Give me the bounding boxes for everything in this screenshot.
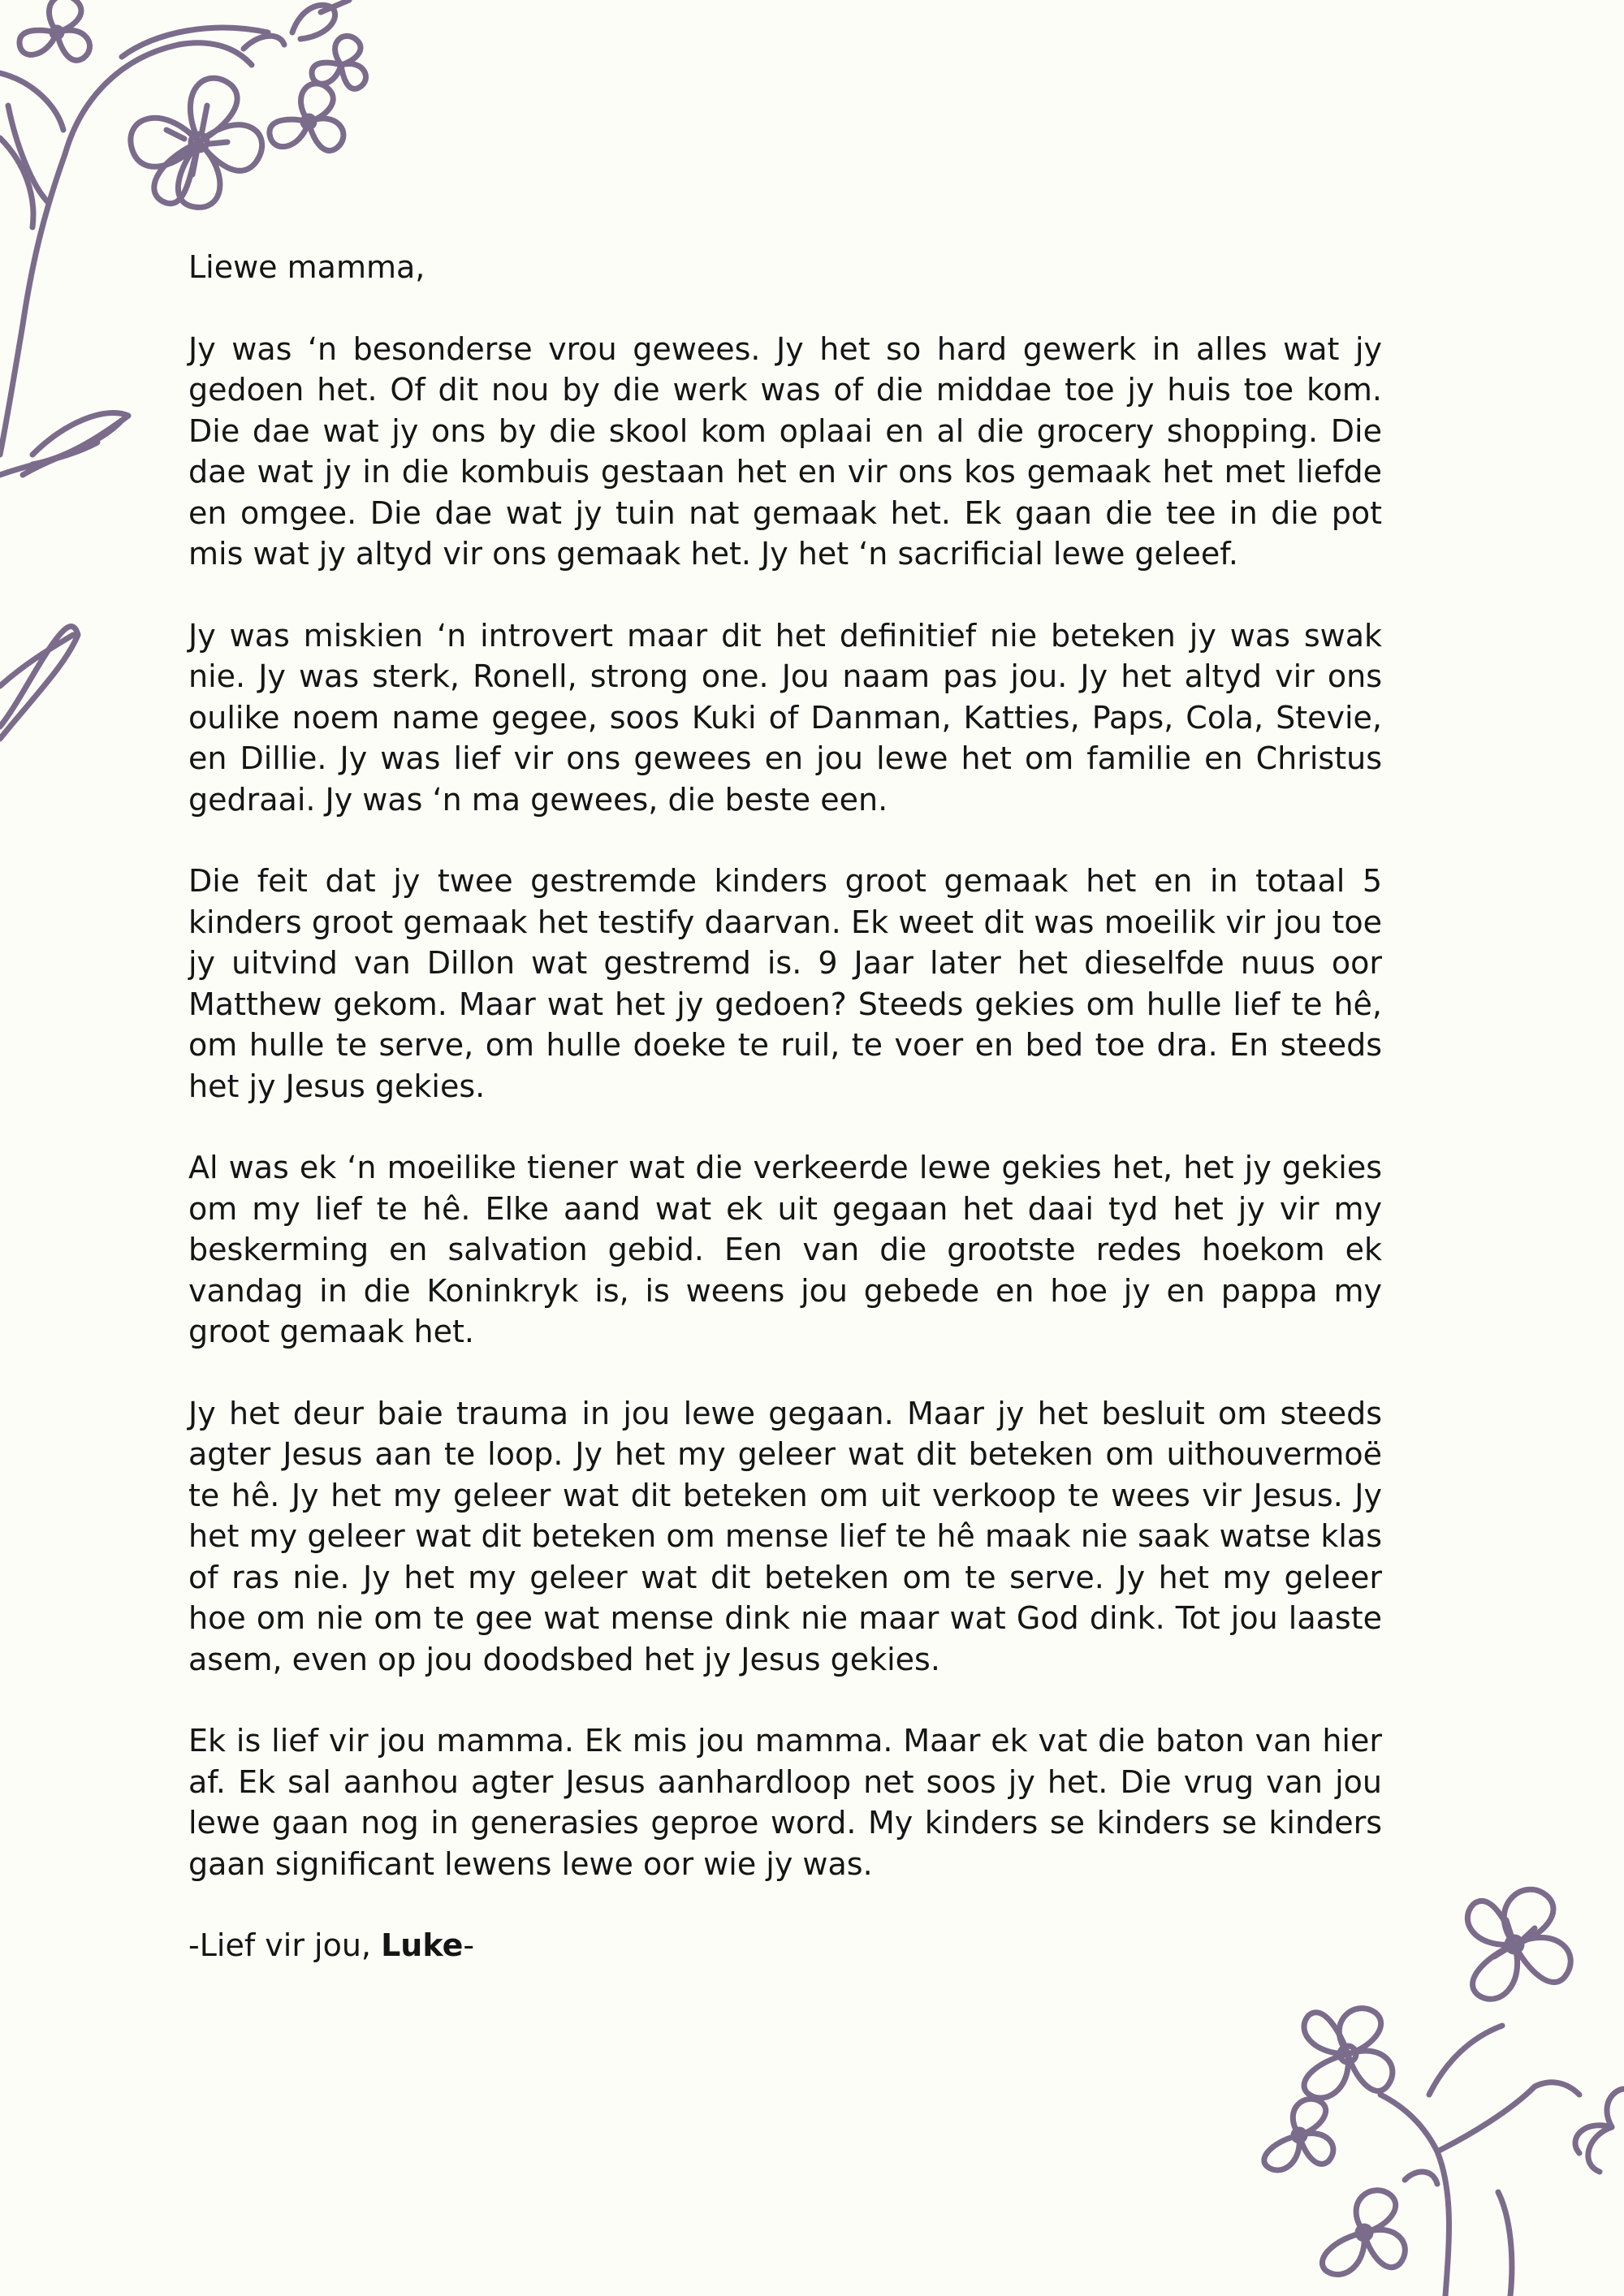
letter-paragraph: Ek is lief vir jou mamma. Ek mis jou mamma. Maar ek vat die baton van hier af. Ek sal aanhou agter Jesus aanhardloop net soos jy het. Die vrug van jou lewe gaan nog in generasies geproe word. My kinders se kinders se kinders gaan significant lewens lewe oor wie jy was. (188, 1723, 1382, 1882)
letter-paragraph: Jy was ‘n besonderse vrou gewees. Jy het so hard gewerk in alles wat jy gedoen het. Of dit nou by die werk was of die middae toe jy huis toe kom. Die dae wat jy ons by die skool kom oplaai en al die grocery shopping. Die dae wat jy in die kombuis gestaan het en vir ons kos gemaak het met liefde en omgee. Die dae wat jy tuin nat gemaak het. Ek gaan die tee in die pot mis wat jy altyd vir ons gemaak het. Jy het ‘n sacrificial lewe geleef. (188, 330, 1382, 572)
letter-paragraph: Jy was miskien ‘n introvert maar dit het definitief nie beteken jy was swak nie. Jy was sterk, Ronell, strong one. Jou naam pas jou. Jy het altyd vir ons oulike noem name gegee, soos Kuki of Danman, Katties, Paps, Cola, Stevie, en Dillie. Jy was lief vir ons gewees en jou lewe het om familie en Christus gedraai. Jy was ‘n ma gewees, die beste een. (188, 617, 1382, 818)
signoff-prefix: -Lief vir jou, (188, 1927, 382, 1963)
letter-paragraph: Jy het deur baie trauma in jou lewe gegaan. Maar jy het besluit om steeds agter Jesus aan te loop. Jy het my geleer wat dit beteken om uithouvermoë te hê. Jy het my geleer wat dit beteken om uit verkoop te wees vir Jesus. Jy het my geleer wat dit beteken om mense lief te hê maak nie saak watse klas of ras nie. Jy het my geleer wat dit beteken om te serve. Jy het my geleer hoe om nie om te gee wat mense dink nie maar wat God dink. Tot jou laaste asem, even op jou doodsbed het jy Jesus gekies. (188, 1395, 1382, 1677)
letter-signoff (188, 1925, 1382, 1966)
signoff-name: Luke (381, 1927, 464, 1963)
letter-paragraph: Al was ek ‘n moeilike tiener wat die verkeerde lewe gekies het, het jy gekies om my lief te hê. Elke aand wat ek uit gegaan het daai tyd het jy vir my beskerming en salvation gebid. Een van die grootste redes hoekom ek vandag in die Koninkryk is, is weens jou gebede en hoe jy en pappa my groot gemaak het. (188, 1150, 1382, 1349)
signoff-suffix: - (463, 1927, 475, 1963)
letter-body (188, 247, 1382, 1966)
letter-paragraph: Die feit dat jy twee gestremde kinders groot gemaak het en in totaal 5 kinders groot gemaak het testify daarvan. Ek weet dit was moeilik vir jou toe jy uitvind van Dillon wat gestremd is. 9 Jaar later het dieselfde nuus oor Matthew gekom. Maar wat het jy gedoen? Steeds gekies om hulle lief te hê, om hulle te serve, om hulle doeke te ruil, te voer en bed toe dra. En steeds het jy Jesus gekies. (188, 863, 1382, 1104)
letter-greeting: Liewe mamma, (188, 249, 425, 285)
